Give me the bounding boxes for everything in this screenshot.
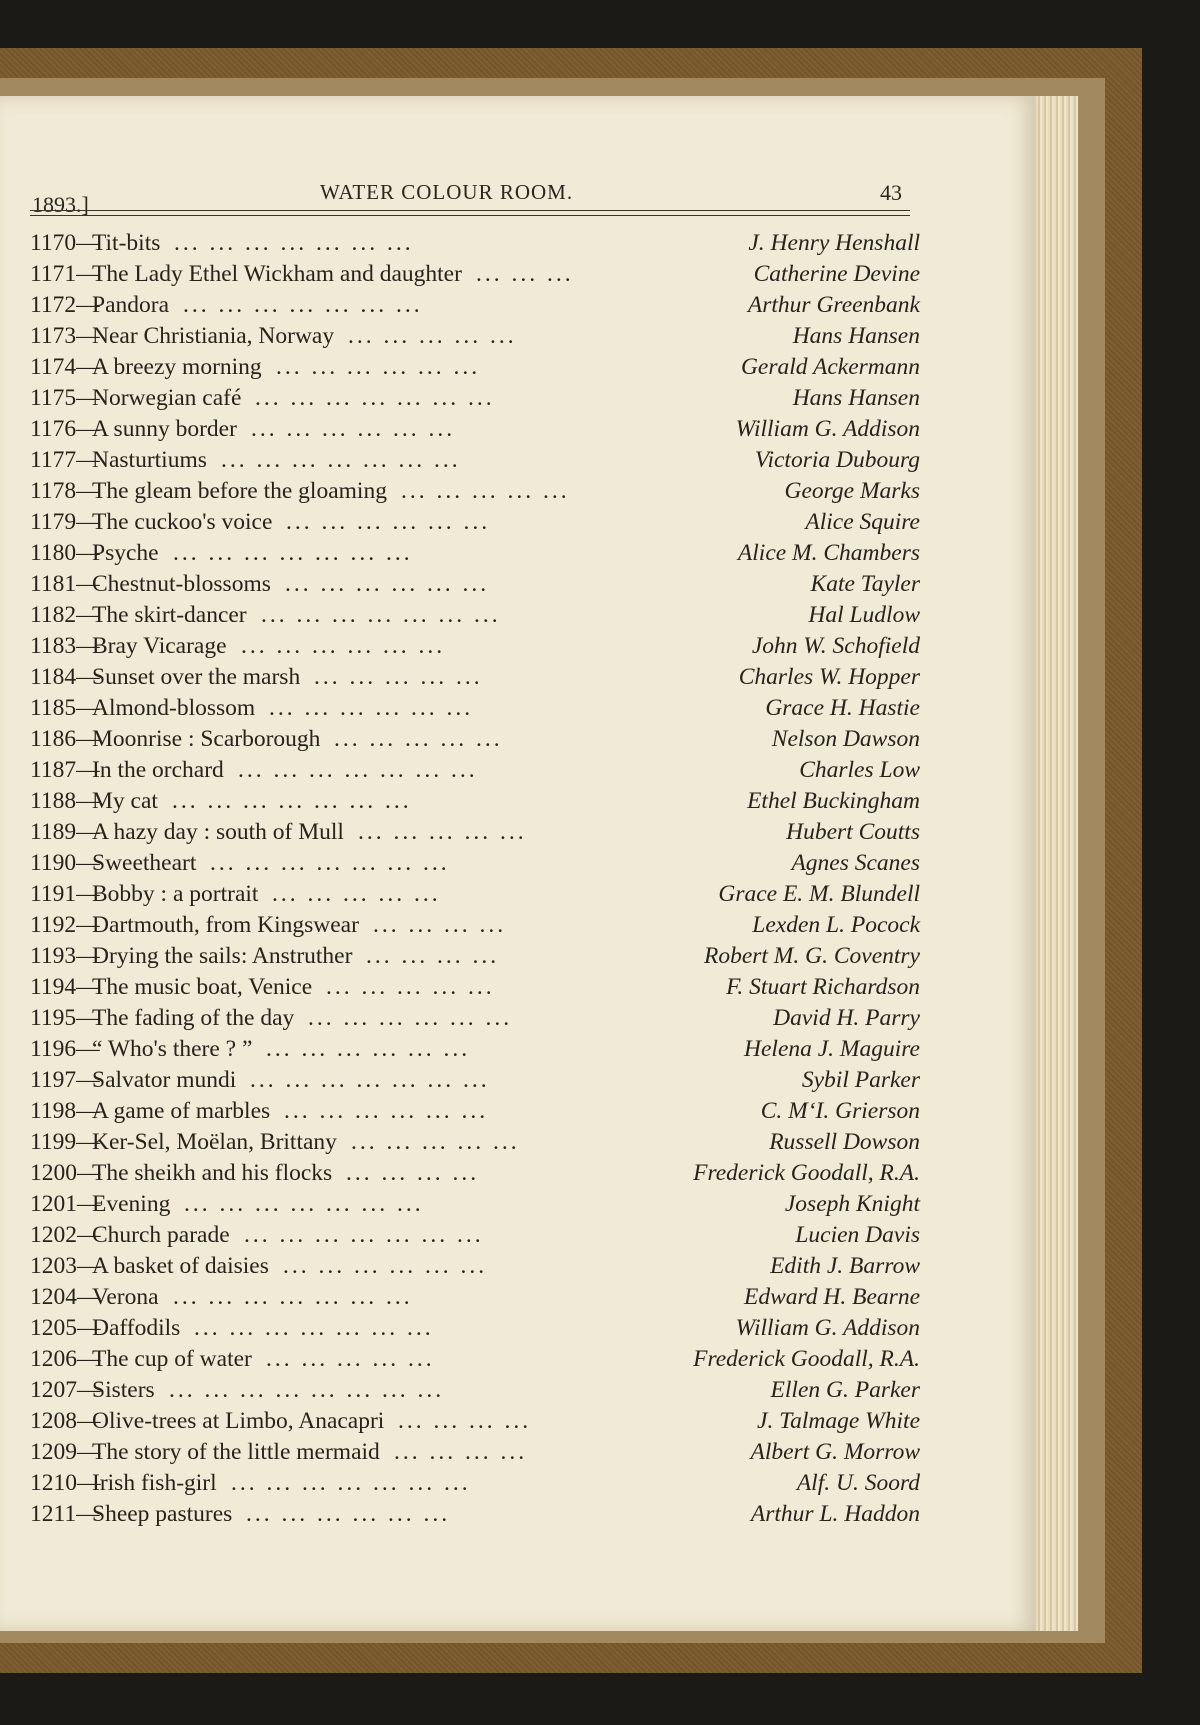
entry-artist: Charles W. Hopper bbox=[738, 664, 920, 690]
entry-title: A breezy morning bbox=[92, 354, 262, 380]
entry-number: 1190— bbox=[30, 850, 100, 876]
catalogue-entry bbox=[30, 1065, 920, 1096]
entry-title: Norwegian café bbox=[92, 385, 242, 411]
page-number: 43 bbox=[880, 180, 902, 205]
entry-title: The skirt-dancer bbox=[92, 602, 247, 628]
catalogue-entry bbox=[30, 755, 920, 786]
leader-dots: ... ... ... ... ... ... ... bbox=[173, 1284, 413, 1310]
entry-title: Tit-bits bbox=[92, 230, 161, 256]
entry-title: Sunset over the marsh bbox=[92, 664, 301, 690]
entry-title: Ker-Sel, Moëlan, Brittany bbox=[92, 1129, 337, 1155]
entry-artist: Albert G. Morrow bbox=[750, 1439, 920, 1465]
entry-number: 1197— bbox=[30, 1067, 100, 1093]
catalogue-entry bbox=[30, 1375, 920, 1406]
leader-dots: ... ... ... ... bbox=[366, 943, 500, 969]
catalogue-entry bbox=[30, 817, 920, 848]
catalogue-entry bbox=[30, 228, 920, 259]
leader-dots: ... ... ... ... ... ... ... bbox=[183, 292, 423, 318]
leader-dots: ... ... ... ... ... bbox=[266, 1346, 435, 1372]
entry-title: Pandora bbox=[92, 292, 170, 318]
leader-dots: ... ... ... ... ... ... ... bbox=[261, 602, 501, 628]
catalogue-entry bbox=[30, 1251, 920, 1282]
entry-title: A basket of daisies bbox=[92, 1253, 269, 1279]
page-edges bbox=[1036, 96, 1078, 1631]
leader-dots: ... ... ... ... ... ... bbox=[266, 1036, 471, 1062]
entry-artist: Russell Dowson bbox=[769, 1129, 920, 1155]
entry-artist: Ellen G. Parker bbox=[770, 1377, 920, 1403]
entry-title: Dartmouth, from Kingswear bbox=[92, 912, 359, 938]
leader-dots: ... ... ... ... ... ... ... bbox=[250, 1067, 490, 1093]
entry-artist: William G. Addison bbox=[735, 416, 920, 442]
leader-dots: ... ... ... ... ... bbox=[334, 726, 503, 752]
entry-number: 1210— bbox=[30, 1470, 101, 1496]
entry-title: The story of the little mermaid bbox=[92, 1439, 380, 1465]
entry-title: Daffodils bbox=[92, 1315, 181, 1341]
entry-artist: Robert M. G. Coventry bbox=[703, 943, 920, 969]
leader-dots: ... ... ... ... ... ... bbox=[246, 1501, 451, 1527]
entry-number: 1209— bbox=[30, 1439, 101, 1465]
entry-number: 1203— bbox=[30, 1253, 101, 1279]
entry-artist: Lucien Davis bbox=[795, 1222, 920, 1248]
entry-title: Salvator mundi bbox=[92, 1067, 237, 1093]
catalogue-entry bbox=[30, 941, 920, 972]
leader-dots: ... ... ... ... ... ... bbox=[251, 416, 456, 442]
catalogue-entry bbox=[30, 259, 920, 290]
entry-artist: Joseph Knight bbox=[784, 1191, 920, 1217]
entry-number: 1206— bbox=[30, 1346, 101, 1372]
entry-title: Church parade bbox=[92, 1222, 230, 1248]
entry-number: 1191— bbox=[30, 881, 100, 907]
leader-dots: ... ... ... ... ... ... ... bbox=[210, 850, 450, 876]
leader-dots: ... ... ... ... ... ... ... bbox=[172, 788, 412, 814]
leader-dots: ... ... ... ... ... ... ... ... bbox=[169, 1377, 445, 1403]
entry-artist: Catherine Devine bbox=[753, 261, 920, 287]
leader-dots: ... ... ... bbox=[476, 261, 574, 287]
catalogue-entry bbox=[30, 445, 920, 476]
leader-dots: ... ... ... ... ... bbox=[272, 881, 441, 907]
catalogue-entry bbox=[30, 383, 920, 414]
entry-title: Evening bbox=[92, 1191, 171, 1217]
entry-artist: Alf. U. Soord bbox=[796, 1470, 920, 1496]
leader-dots: ... ... ... ... ... bbox=[348, 323, 517, 349]
header-title: WATER COLOUR ROOM. bbox=[320, 180, 574, 204]
entry-number: 1200— bbox=[30, 1160, 101, 1186]
catalogue-entry bbox=[30, 631, 920, 662]
entry-artist: J. Henry Henshall bbox=[748, 230, 920, 256]
entry-artist: Lexden L. Pocock bbox=[752, 912, 920, 938]
entry-title: Drying the sails: Anstruther bbox=[92, 943, 353, 969]
entry-artist: Helena J. Maguire bbox=[744, 1036, 920, 1062]
catalogue-entry bbox=[30, 1313, 920, 1344]
entry-title: Verona bbox=[92, 1284, 159, 1310]
entry-number: 1170— bbox=[30, 230, 100, 256]
entry-title: The fading of the day bbox=[92, 1005, 295, 1031]
leader-dots: ... ... ... ... ... ... bbox=[286, 509, 491, 535]
catalogue-entry bbox=[30, 1406, 920, 1437]
entry-title: Psyche bbox=[92, 540, 159, 566]
entry-title: The Lady Ethel Wickham and daughter bbox=[92, 261, 462, 287]
leader-dots: ... ... ... ... ... ... bbox=[283, 1253, 488, 1279]
leader-dots: ... ... ... ... ... bbox=[314, 664, 483, 690]
entry-artist: Hubert Coutts bbox=[786, 819, 920, 845]
catalogue-entries bbox=[30, 228, 920, 1530]
leader-dots: ... ... ... ... ... ... bbox=[284, 1098, 489, 1124]
entry-number: 1194— bbox=[30, 974, 100, 1000]
leader-dots: ... ... ... ... ... ... bbox=[276, 354, 481, 380]
entry-number: 1199— bbox=[30, 1129, 100, 1155]
leader-dots: ... ... ... ... ... ... bbox=[308, 1005, 513, 1031]
entry-artist: Alice Squire bbox=[805, 509, 920, 535]
catalogue-entry bbox=[30, 1282, 920, 1313]
entry-number: 1193— bbox=[30, 943, 100, 969]
catalogue-entry bbox=[30, 1499, 920, 1530]
leader-dots: ... ... ... ... bbox=[373, 912, 507, 938]
catalogue-entry bbox=[30, 848, 920, 879]
entry-artist: Hans Hansen bbox=[792, 323, 920, 349]
entry-artist: Hans Hansen bbox=[792, 385, 920, 411]
leader-dots: ... ... ... ... bbox=[346, 1160, 480, 1186]
entry-artist: David H. Parry bbox=[773, 1005, 920, 1031]
entry-number: 1186— bbox=[30, 726, 100, 752]
entry-number: 1174— bbox=[30, 354, 100, 380]
entry-title: “ Who's there ? ” bbox=[92, 1036, 253, 1062]
catalogue-entry bbox=[30, 321, 920, 352]
leader-dots: ... ... ... ... ... ... ... bbox=[244, 1222, 484, 1248]
entry-title: Olive-trees at Limbo, Anacapri bbox=[92, 1408, 385, 1434]
catalogue-entry bbox=[30, 786, 920, 817]
catalogue-entry bbox=[30, 507, 920, 538]
catalogue-entry bbox=[30, 724, 920, 755]
entry-title: Near Christiania, Norway bbox=[92, 323, 335, 349]
catalogue-entry bbox=[30, 414, 920, 445]
leader-dots: ... ... ... ... ... ... ... bbox=[184, 1191, 424, 1217]
entry-number: 1172— bbox=[30, 292, 100, 318]
catalogue-entry bbox=[30, 290, 920, 321]
entry-number: 1178— bbox=[30, 478, 100, 504]
entry-artist: Sybil Parker bbox=[801, 1067, 920, 1093]
leader-dots: ... ... ... ... bbox=[394, 1439, 528, 1465]
leader-dots: ... ... ... ... ... bbox=[351, 1129, 520, 1155]
entry-number: 1188— bbox=[30, 788, 100, 814]
catalogue-entry bbox=[30, 910, 920, 941]
header-year: 1893.] bbox=[32, 192, 89, 217]
entry-artist: Ethel Buckingham bbox=[747, 788, 920, 814]
entry-number: 1179— bbox=[30, 509, 100, 535]
entry-title: Almond-blossom bbox=[92, 695, 256, 721]
entry-title: The cup of water bbox=[92, 1346, 252, 1372]
catalogue-entry bbox=[30, 972, 920, 1003]
entry-number: 1177— bbox=[30, 447, 100, 473]
catalogue-entry bbox=[30, 476, 920, 507]
entry-artist: F. Stuart Richardson bbox=[726, 974, 920, 1000]
entry-number: 1198— bbox=[30, 1098, 100, 1124]
entry-title: A sunny border bbox=[92, 416, 237, 442]
leader-dots: ... ... ... ... ... ... ... bbox=[255, 385, 495, 411]
leader-dots: ... ... ... ... ... ... ... bbox=[194, 1315, 434, 1341]
entry-artist: George Marks bbox=[784, 478, 920, 504]
entry-title: A game of marbles bbox=[92, 1098, 271, 1124]
entry-artist: J. Talmage White bbox=[757, 1408, 920, 1434]
entry-title: Sheep pastures bbox=[92, 1501, 233, 1527]
catalogue-entry bbox=[30, 879, 920, 910]
leader-dots: ... ... ... ... ... ... ... bbox=[221, 447, 461, 473]
entry-artist: Arthur Greenbank bbox=[747, 292, 920, 318]
entry-artist: Victoria Dubourg bbox=[754, 447, 920, 473]
catalogue-entry bbox=[30, 662, 920, 693]
entry-artist: Gerald Ackermann bbox=[740, 354, 920, 380]
entry-title: Nasturtiums bbox=[92, 447, 207, 473]
entry-number: 1189— bbox=[30, 819, 100, 845]
page bbox=[0, 96, 1036, 1631]
entry-title: The cuckoo's voice bbox=[92, 509, 273, 535]
entry-number: 1202— bbox=[30, 1222, 101, 1248]
entry-number: 1192— bbox=[30, 912, 100, 938]
entry-number: 1196— bbox=[30, 1036, 100, 1062]
entry-number: 1201— bbox=[30, 1191, 101, 1217]
leader-dots: ... ... ... ... ... bbox=[326, 974, 495, 1000]
entry-artist: Alice M. Chambers bbox=[737, 540, 920, 566]
entry-number: 1207— bbox=[30, 1377, 101, 1403]
entry-number: 1183— bbox=[30, 633, 100, 659]
entry-artist: John W. Schofield bbox=[751, 633, 920, 659]
entry-title: Sisters bbox=[92, 1377, 155, 1403]
header-rule bbox=[30, 215, 910, 216]
leader-dots: ... ... ... ... ... bbox=[401, 478, 570, 504]
entry-title: My cat bbox=[92, 788, 158, 814]
entry-number: 1181— bbox=[30, 571, 100, 597]
entry-title: A hazy day : south of Mull bbox=[92, 819, 344, 845]
leader-dots: ... ... ... ... ... ... ... bbox=[231, 1470, 471, 1496]
entry-artist: Nelson Dawson bbox=[771, 726, 920, 752]
entry-number: 1208— bbox=[30, 1408, 101, 1434]
leader-dots: ... ... ... ... bbox=[398, 1408, 532, 1434]
entry-number: 1204— bbox=[30, 1284, 101, 1310]
entry-title: The sheikh and his flocks bbox=[92, 1160, 333, 1186]
running-header bbox=[0, 96, 1036, 226]
leader-dots: ... ... ... ... ... ... bbox=[241, 633, 446, 659]
entry-artist: Arthur L. Haddon bbox=[750, 1501, 920, 1527]
leader-dots: ... ... ... ... ... bbox=[358, 819, 527, 845]
entry-artist: Charles Low bbox=[799, 757, 920, 783]
entry-artist: Edith J. Barrow bbox=[770, 1253, 920, 1279]
entry-number: 1195— bbox=[30, 1005, 100, 1031]
catalogue-entry bbox=[30, 693, 920, 724]
entry-number: 1187— bbox=[30, 757, 100, 783]
entry-artist: William G. Addison bbox=[735, 1315, 920, 1341]
entry-title: In the orchard bbox=[92, 757, 224, 783]
entry-number: 1184— bbox=[30, 664, 100, 690]
entry-title: Moonrise : Scarborough bbox=[92, 726, 321, 752]
catalogue-entry bbox=[30, 1437, 920, 1468]
catalogue-entry bbox=[30, 1096, 920, 1127]
catalogue-entry bbox=[30, 600, 920, 631]
catalogue-entry bbox=[30, 1034, 920, 1065]
catalogue-entry bbox=[30, 1127, 920, 1158]
entry-title: Chestnut-blossoms bbox=[92, 571, 271, 597]
catalogue-entry bbox=[30, 1468, 920, 1499]
header-rule bbox=[30, 210, 910, 211]
entry-number: 1182— bbox=[30, 602, 100, 628]
entry-artist: Frederick Goodall, R.A. bbox=[693, 1346, 920, 1372]
entry-number: 1180— bbox=[30, 540, 100, 566]
catalogue-entry bbox=[30, 538, 920, 569]
entry-artist: Grace E. M. Blundell bbox=[718, 881, 920, 907]
entry-number: 1176— bbox=[30, 416, 100, 442]
entry-number: 1175— bbox=[30, 385, 100, 411]
catalogue-entry bbox=[30, 1220, 920, 1251]
entry-number: 1211— bbox=[30, 1501, 100, 1527]
entry-number: 1185— bbox=[30, 695, 100, 721]
catalogue-entry bbox=[30, 1158, 920, 1189]
leader-dots: ... ... ... ... ... ... ... bbox=[173, 540, 413, 566]
leader-dots: ... ... ... ... ... ... ... bbox=[174, 230, 414, 256]
entry-title: Irish fish-girl bbox=[92, 1470, 217, 1496]
entry-artist: Agnes Scanes bbox=[791, 850, 920, 876]
entry-title: Bobby : a portrait bbox=[92, 881, 259, 907]
entry-artist: Grace H. Hastie bbox=[765, 695, 920, 721]
catalogue-entry bbox=[30, 1003, 920, 1034]
catalogue-entry bbox=[30, 1344, 920, 1375]
entry-title: The music boat, Venice bbox=[92, 974, 313, 1000]
catalogue-entry bbox=[30, 1189, 920, 1220]
entry-artist: Kate Tayler bbox=[810, 571, 920, 597]
leader-dots: ... ... ... ... ... ... bbox=[269, 695, 474, 721]
leader-dots: ... ... ... ... ... ... bbox=[285, 571, 490, 597]
entry-title: Sweetheart bbox=[92, 850, 197, 876]
catalogue-entry bbox=[30, 569, 920, 600]
entry-artist: Edward H. Bearne bbox=[743, 1284, 920, 1310]
entry-artist: C. MʻI. Grierson bbox=[760, 1098, 920, 1124]
entry-title: Bray Vicarage bbox=[92, 633, 227, 659]
leader-dots: ... ... ... ... ... ... ... bbox=[238, 757, 478, 783]
entry-number: 1173— bbox=[30, 323, 100, 349]
entry-title: The gleam before the gloaming bbox=[92, 478, 387, 504]
entry-number: 1205— bbox=[30, 1315, 101, 1341]
entry-artist: Hal Ludlow bbox=[808, 602, 920, 628]
entry-artist: Frederick Goodall, R.A. bbox=[693, 1160, 920, 1186]
entry-number: 1171— bbox=[30, 261, 100, 287]
catalogue-entry bbox=[30, 352, 920, 383]
